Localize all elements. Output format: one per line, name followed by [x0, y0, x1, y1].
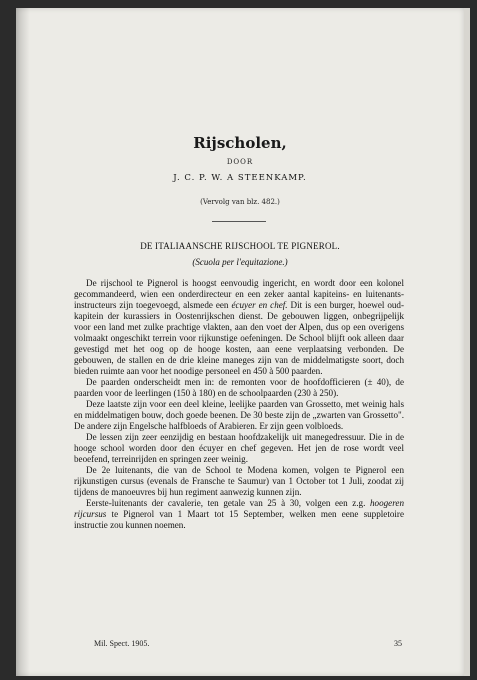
book-page — [16, 8, 464, 676]
journal-reference: Mil. Spect. 1905. — [94, 639, 150, 648]
paragraph: Eerste-luitenants der cavalerie, ten getale van 25 à 30, volgen een z.g. hoogeren rijcursus te Pignerol van 1 Maart tot 15 September, welken men eene suppletoire instructie zou kunnen noemen. — [74, 498, 404, 530]
page-edge — [464, 8, 470, 676]
page-number: 35 — [394, 639, 402, 648]
gutter-shadow — [16, 8, 30, 676]
paragraph: De rijschool te Pignerol is hoogst eenvoudig ingericht, en wordt door een kolonel gecommandeerd, wien een onderdirecteur en een zeker aantal kapiteins- en luitenants-instructeurs zijn toegevoegd, alsmede een écuyer en chef. Dit is een burger, hoewel oud-kapitein der kurassiers in Oostenrijkschen dienst. De gebouwen liggen, onbegrijpelijk voor een land met zulke prachtige vlakten, aan den voet der Alpen, dus op een overigens volmaakt ongeschikt terrein voor rijkunstige oefeningen. De School blijft ook alleen daar gevestigd met het oog op de hooge kosten, aan eene verplaatsing verbonden. De gebouwen, de stallen en de drie kleine maneges zijn van de middelmatigste soort, doch bieden ruimte aan voor het noodige personeel en 450 à 500 paarden. — [74, 278, 404, 376]
paragraph: De 2e luitenants, die van de School te Modena komen, volgen te Pignerol een rijkunstigen cursus (evenals de Fransche te Saumur) van 1 October tot 1 Juli, zoodat zij tijdens de manoeuvres bij hun regiment aanwezig kunnen zijn. — [74, 465, 404, 497]
author-name: J. C. P. W. A STEENKAMP. — [173, 173, 307, 183]
section-subtitle: (Scuola per l'equitazione.) — [192, 257, 288, 267]
body-text — [74, 278, 404, 531]
continued-note: (Vervolg van blz. 482.) — [200, 198, 280, 206]
byline-door: DOOR — [226, 158, 254, 166]
article-title: Rijscholen, — [193, 134, 287, 152]
paragraph: De paarden onderscheidt men in: de remonten voor de hoofdofficieren (± 40), de paarden voor de leerlingen (150 à 180) en de schoolpaarden (230 à 250). — [74, 377, 404, 398]
section-title: DE ITALIAANSCHE RIJSCHOOL TE PIGNEROL. — [140, 241, 340, 251]
paragraph: De lessen zijn zeer eenzijdig en bestaan hoofdzakelijk uit manegedressuur. Die in de hooge school worden door den écuyer en chef gegeven. Het jen de rose wordt veel beoefend, terreinrijden en springen zeer weinig. — [74, 432, 404, 464]
divider-rule — [212, 221, 266, 222]
paragraph: Deze laatste zijn voor een deel kleine, leelijke paarden van Grossetto, met weinig hals en middelmatigen bouw, doch goede beenen. De 30 beste zijn de „zwarten van Grossetto". De andere zijn Engelsche halfbloeds of Arabieren. Er zijn geen volbloeds. — [74, 399, 404, 431]
